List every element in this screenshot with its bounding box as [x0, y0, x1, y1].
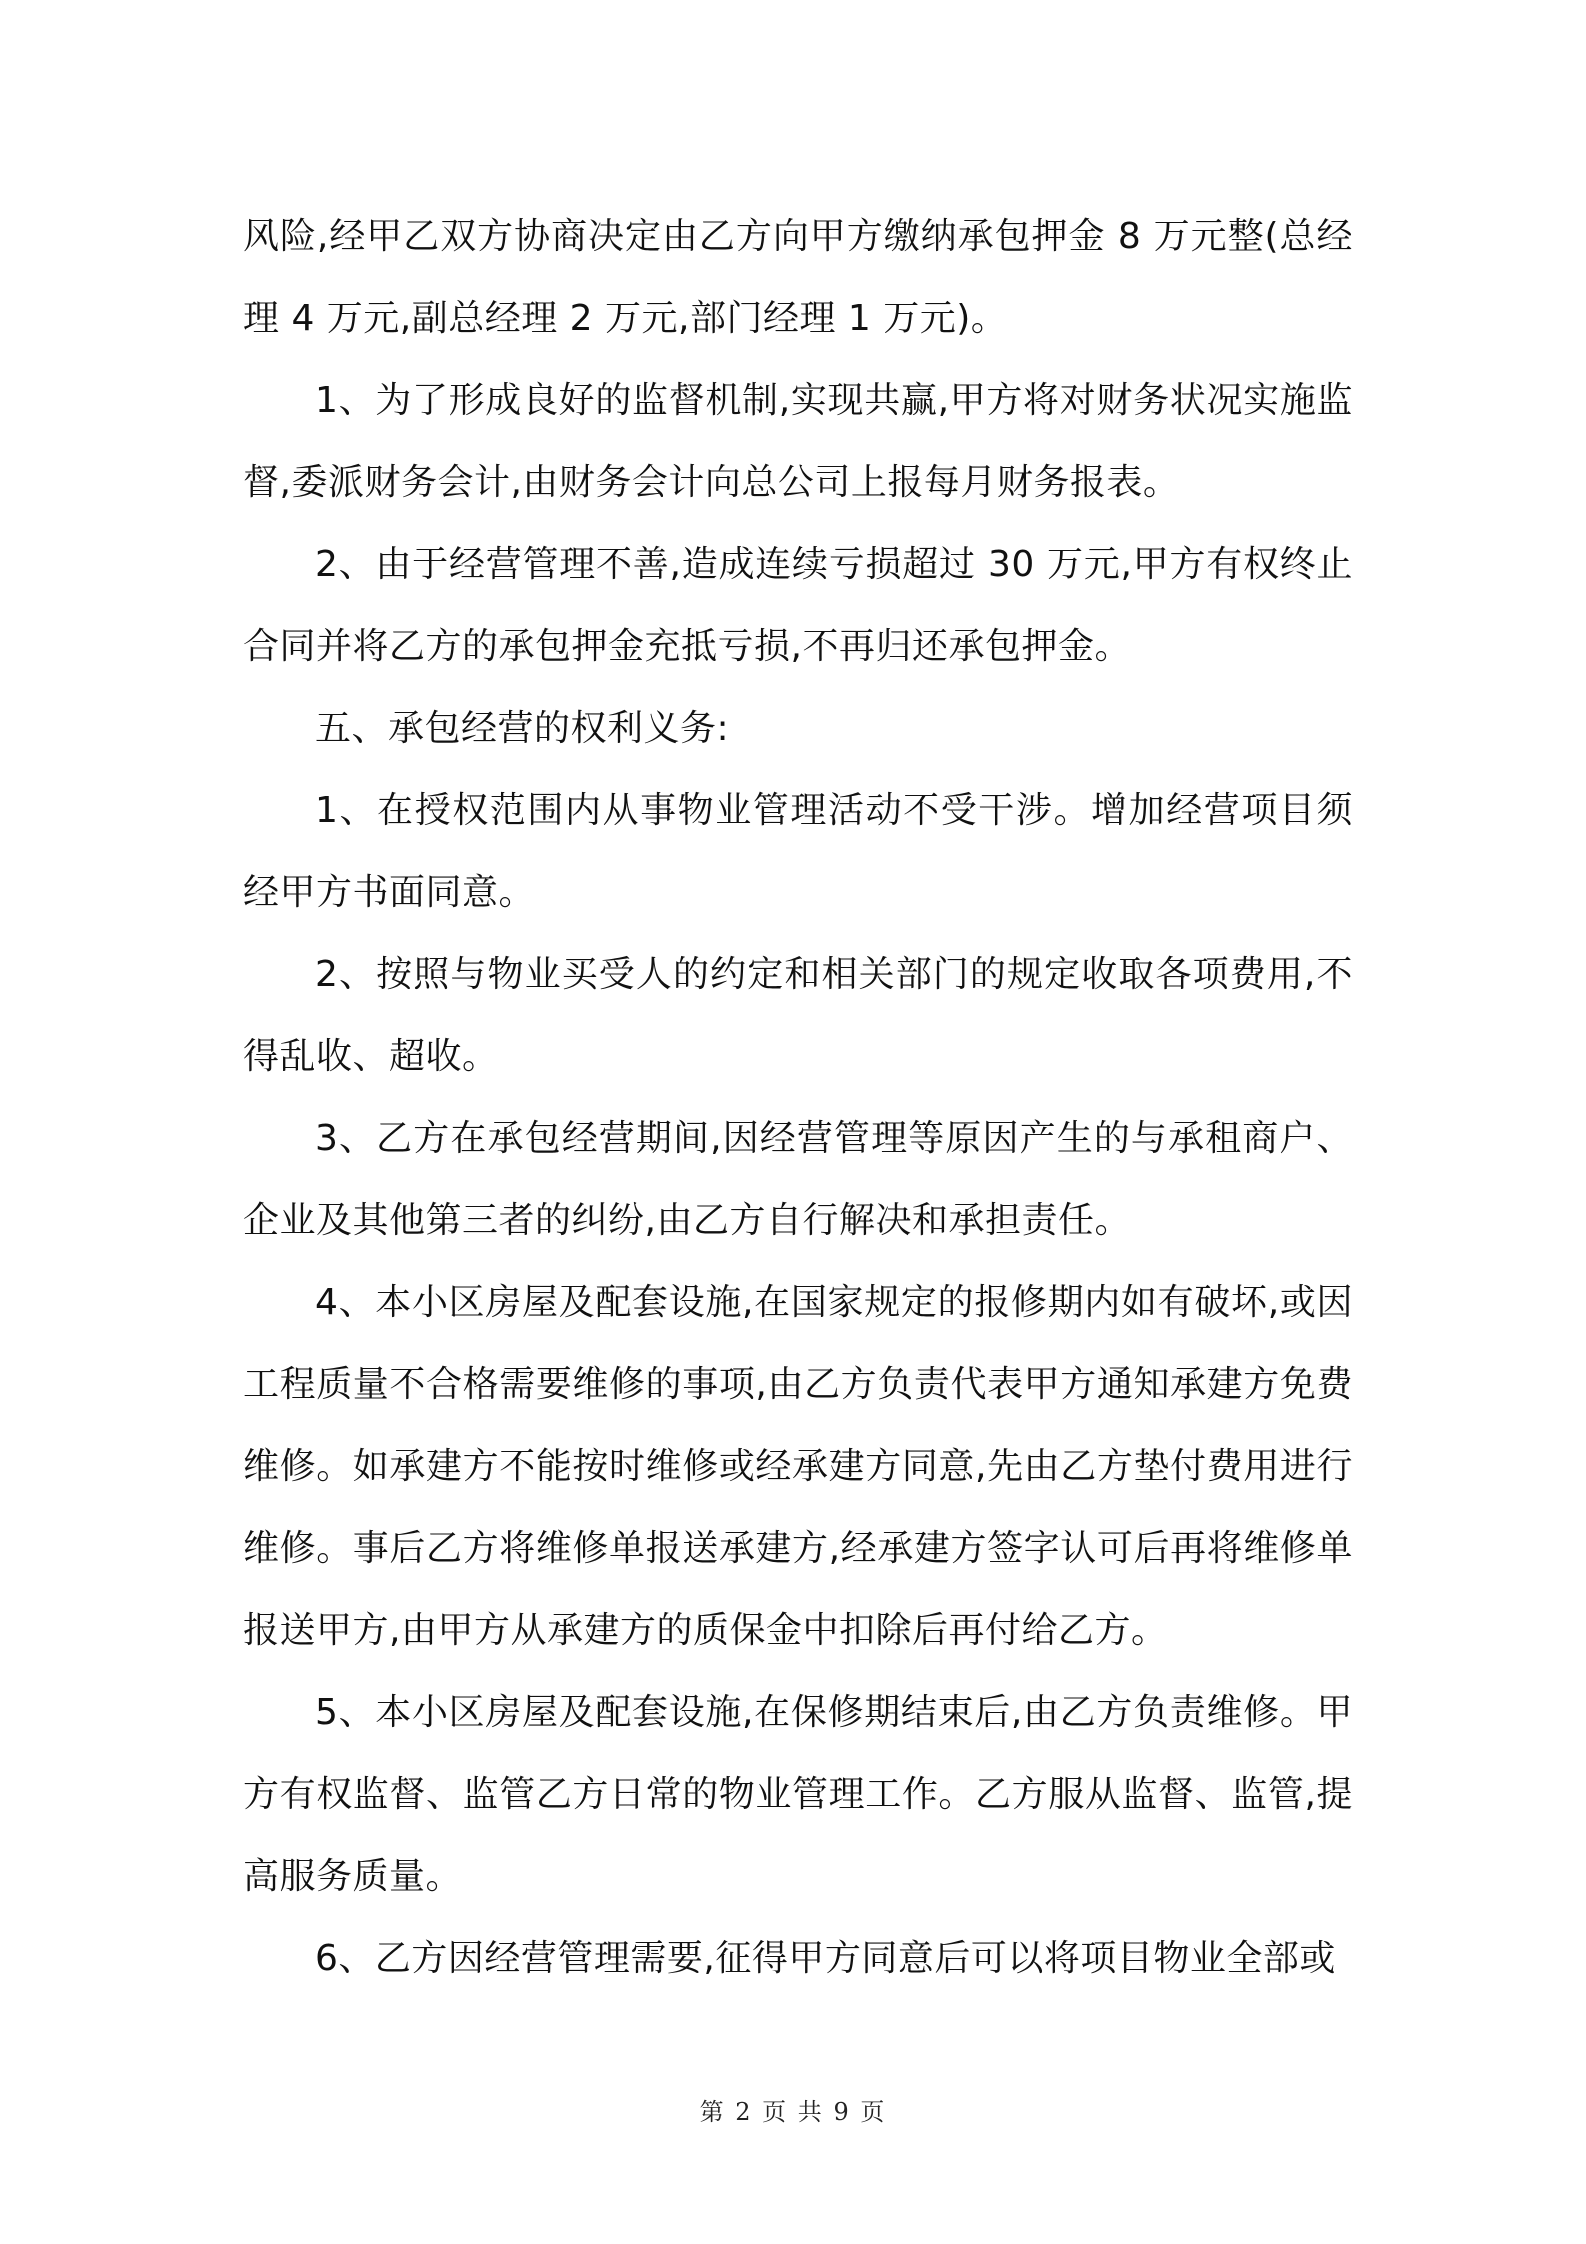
- paragraph-rights-item-6: 6、乙方因经营管理需要,征得甲方同意后可以将项目物业全部或: [315, 1938, 1336, 1979]
- page-number-footer: 第 2 页 共 9 页: [699, 2098, 887, 2126]
- paragraph-rights-item-3: 3、乙方在承包经营期间,因经营管理等原因产生的与承租商户、企业及其他第三者的纠纷,由乙方自行解决和承担责任。: [243, 1118, 1353, 1241]
- paragraph-continuation: 风险,经甲乙双方协商决定由乙方向甲方缴纳承包押金 8 万元整(总经理 4 万元,副总经理 2 万元,部门经理 1 万元)。: [243, 216, 1353, 339]
- document-body: [243, 196, 1353, 2000]
- section-heading-rights-obligations: 五、承包经营的权利义务:: [315, 708, 730, 749]
- paragraph-rights-item-2: 2、按照与物业买受人的约定和相关部门的规定收取各项费用,不得乱收、超收。: [243, 954, 1353, 1077]
- paragraph-rights-item-4: 4、本小区房屋及配套设施,在国家规定的报修期内如有破坏,或因工程质量不合格需要维修的事项,由乙方负责代表甲方通知承建方免费维修。如承建方不能按时维修或经承建方同意,先由乙方垫付费用进行维修。事后乙方将维修单报送承建方,经承建方签字认可后再将维修单报送甲方,由甲方从承建方的质保金中扣除后再付给乙方。: [243, 1282, 1353, 1651]
- paragraph-item-1-supervision: 1、为了形成良好的监督机制,实现共赢,甲方将对财务状况实施监督,委派财务会计,由财务会计向总公司上报每月财务报表。: [243, 380, 1353, 503]
- paragraph-rights-item-1: 1、在授权范围内从事物业管理活动不受干涉。增加经营项目须经甲方书面同意。: [243, 790, 1353, 913]
- paragraph-rights-item-5: 5、本小区房屋及配套设施,在保修期结束后,由乙方负责维修。甲方有权监督、监管乙方日常的物业管理工作。乙方服从监督、监管,提高服务质量。: [243, 1692, 1353, 1897]
- paragraph-item-2-losses: 2、由于经营管理不善,造成连续亏损超过 30 万元,甲方有权终止合同并将乙方的承包押金充抵亏损,不再归还承包押金。: [243, 544, 1353, 667]
